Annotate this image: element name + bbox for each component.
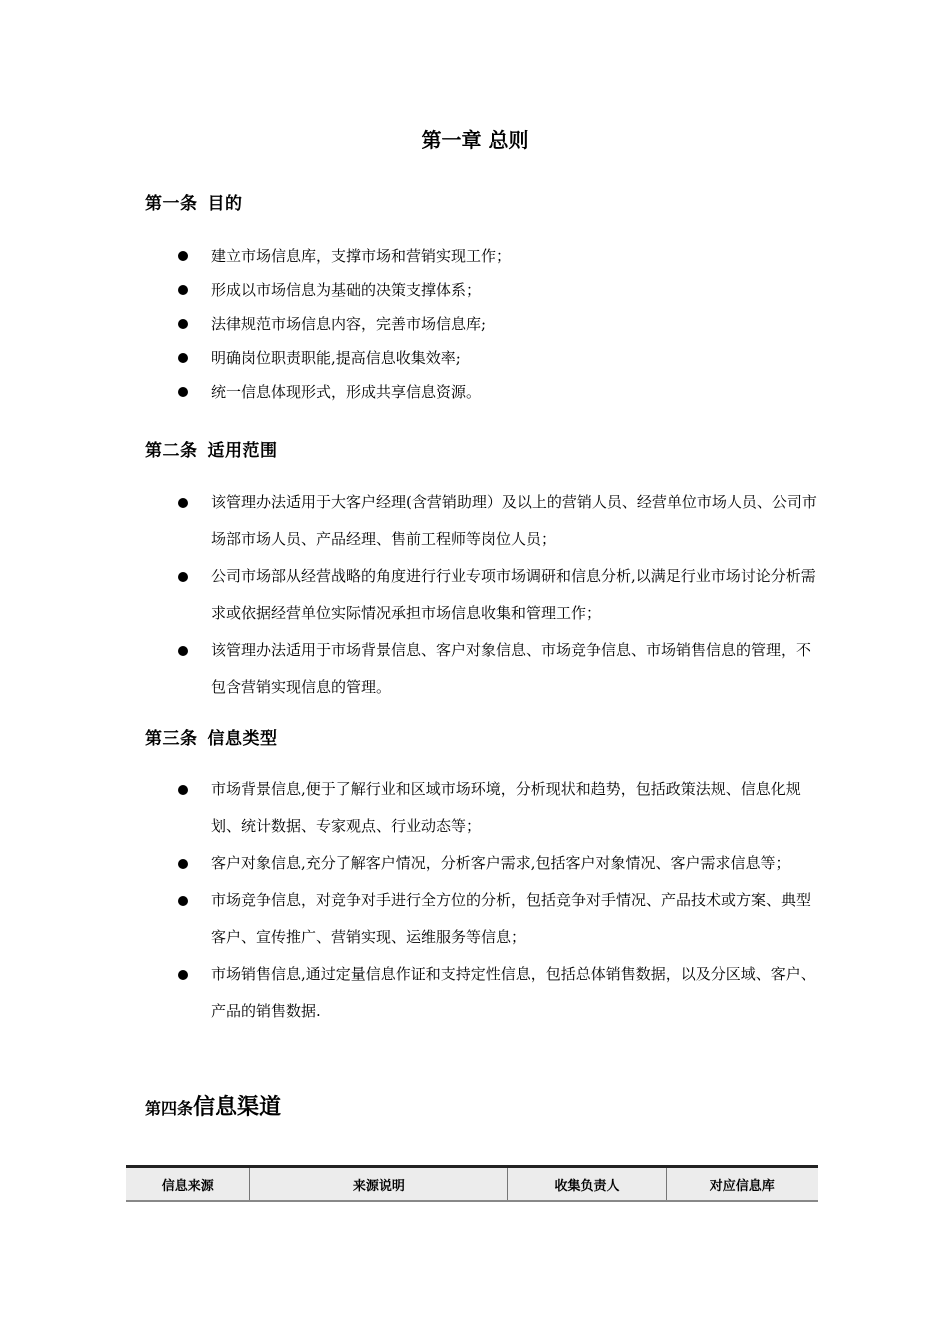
table-header-row — [126, 1167, 818, 1202]
bullet-icon — [178, 646, 188, 656]
article-2-heading — [145, 436, 278, 461]
column-header-description: 来源说明 — [250, 1167, 508, 1202]
article-title: 信息渠道 — [193, 1095, 282, 1120]
bullet-icon — [178, 859, 188, 869]
bullet-icon — [178, 353, 188, 363]
article-number: 第四条 — [145, 1099, 194, 1118]
bullet-icon — [178, 572, 188, 582]
bullet-icon — [178, 387, 188, 397]
list-item: 该管理办法适用于大客户经理(含营销助理）及以上的营销人员、经营单位市场人员、公司市场部市场人员、产品经理、售前工程师等岗位人员； — [178, 484, 818, 558]
list-item: 市场背景信息,便于了解行业和区域市场环境，分析现状和趋势，包括政策法规、信息化规划、统计数据、专家观点、行业动态等； — [178, 771, 818, 845]
article-number: 第三条 — [145, 729, 198, 749]
article-3-list — [178, 771, 818, 1030]
column-header-source: 信息来源 — [126, 1167, 250, 1202]
article-title: 适用范围 — [207, 441, 278, 461]
bullet-icon — [178, 896, 188, 906]
bullet-icon — [178, 285, 188, 295]
bullet-icon — [178, 970, 188, 980]
article-number: 第二条 — [145, 441, 198, 461]
list-item: 统一信息体现形式，形成共享信息资源。 — [178, 375, 818, 409]
info-channel-table — [126, 1165, 818, 1202]
bullet-icon — [178, 251, 188, 261]
list-item: 法律规范市场信息内容，完善市场信息库; — [178, 307, 818, 341]
list-item: 形成以市场信息为基础的决策支撑体系； — [178, 273, 818, 307]
article-2-list — [178, 484, 818, 706]
chapter-title: 第一章 总则 — [421, 128, 529, 152]
article-4-heading — [145, 1090, 281, 1121]
column-header-owner: 收集负责人 — [508, 1167, 666, 1202]
list-item: 市场销售信息,通过定量信息作证和支持定性信息，包括总体销售数据，以及分区域、客户、产品的销售数据. — [178, 956, 818, 1030]
list-item: 客户对象信息,充分了解客户情况，分析客户需求,包括客户对象情况、客户需求信息等； — [178, 845, 818, 882]
list-item: 该管理办法适用于市场背景信息、客户对象信息、市场竞争信息、市场销售信息的管理，不包含营销实现信息的管理。 — [178, 632, 818, 706]
bullet-icon — [178, 785, 188, 795]
bullet-icon — [178, 498, 188, 508]
list-item: 市场竞争信息，对竞争对手进行全方位的分析，包括竞争对手情况、产品技术或方案、典型客户、宣传推广、营销实现、运维服务等信息； — [178, 882, 818, 956]
list-item: 公司市场部从经营战略的角度进行行业专项市场调研和信息分析,以满足行业市场讨论分析需求或依据经营单位实际情况承担市场信息收集和管理工作； — [178, 558, 818, 632]
bullet-icon — [178, 319, 188, 329]
article-title: 信息类型 — [207, 729, 278, 749]
list-item: 建立市场信息库，支撑市场和营销实现工作； — [178, 239, 818, 273]
article-number: 第一条 — [145, 194, 198, 214]
article-title: 目的 — [207, 194, 243, 214]
article-3-heading — [145, 724, 278, 749]
list-item: 明确岗位职责职能,提高信息收集效率; — [178, 341, 818, 375]
article-1-list — [178, 239, 818, 409]
column-header-repository: 对应信息库 — [666, 1167, 818, 1202]
article-1-heading — [145, 189, 243, 214]
